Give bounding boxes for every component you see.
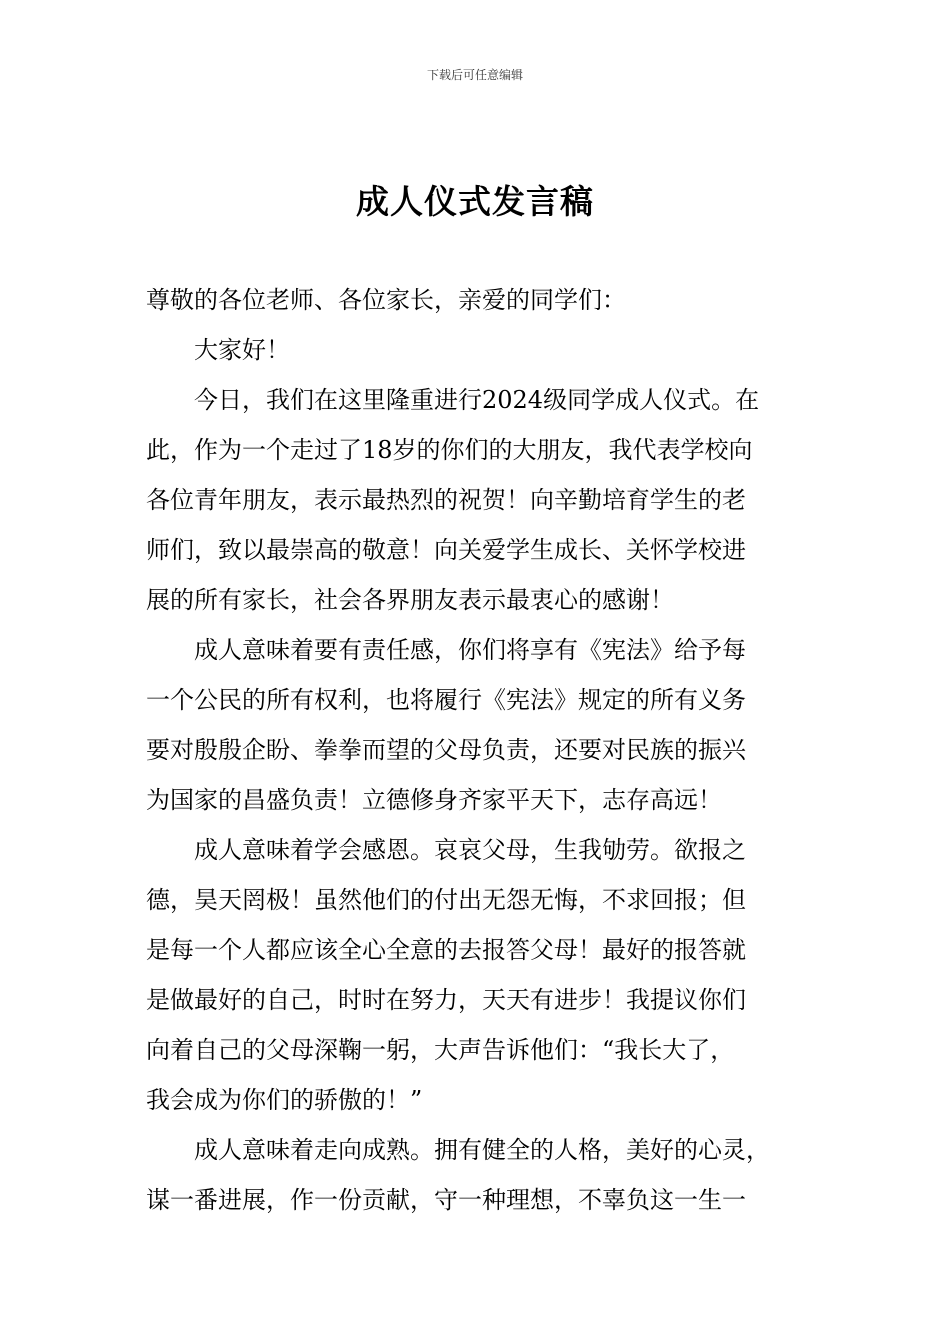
body-line: 此，作为一个走过了18岁的你们的大朋友，我代表学校向 (146, 436, 753, 464)
body-line: 展的所有家长，社会各界朋友表示最衷心的感谢！ (146, 586, 674, 614)
body-line: 大家好！ (194, 336, 290, 364)
body-line: 尊敬的各位老师、各位家长，亲爱的同学们： (146, 286, 626, 314)
body-line: 各位青年朋友，表示最热烈的祝贺！向辛勤培育学生的老 (146, 486, 746, 514)
document-title: 成人仪式发言稿 (356, 182, 594, 221)
body-line: 要对殷殷企盼、拳拳而望的父母负责，还要对民族的振兴 (146, 736, 746, 764)
header-note: 下载后可任意编辑 (426, 68, 523, 82)
body-line: 成人意味着要有责任感，你们将享有《宪法》给予每 (194, 636, 746, 664)
body-line: 向着自己的父母深鞠一躬，大声告诉他们：“我长大了， (146, 1036, 735, 1064)
body-line: 为国家的昌盛负责！立德修身齐家平天下，志存高远！ (146, 786, 722, 814)
body-line: 德，昊天罔极！虽然他们的付出无怨无悔，不求回报；但 (146, 886, 746, 914)
body-line: 一个公民的所有权利，也将履行《宪法》规定的所有义务 (146, 686, 746, 714)
body-line: 是每一个人都应该全心全意的去报答父母！最好的报答就 (146, 936, 746, 964)
body-line: 今日，我们在这里隆重进行2024级同学成人仪式。在 (194, 386, 760, 414)
body-line: 成人意味着走向成熟。拥有健全的人格，美好的心灵， (194, 1136, 770, 1164)
document-body (146, 280, 832, 1230)
body-line: 谋一番进展，作一份贡献，守一种理想，不辜负这一生一 (146, 1186, 746, 1214)
body-line: 成人意味着学会感恩。哀哀父母，生我劬劳。欲报之 (194, 836, 746, 864)
body-line: 师们，致以最崇高的敬意！向关爱学生成长、关怀学校进 (146, 536, 746, 564)
body-line: 我会成为你们的骄傲的！” (146, 1086, 423, 1114)
body-line: 是做最好的自己，时时在努力，天天有进步！我提议你们 (146, 986, 746, 1014)
